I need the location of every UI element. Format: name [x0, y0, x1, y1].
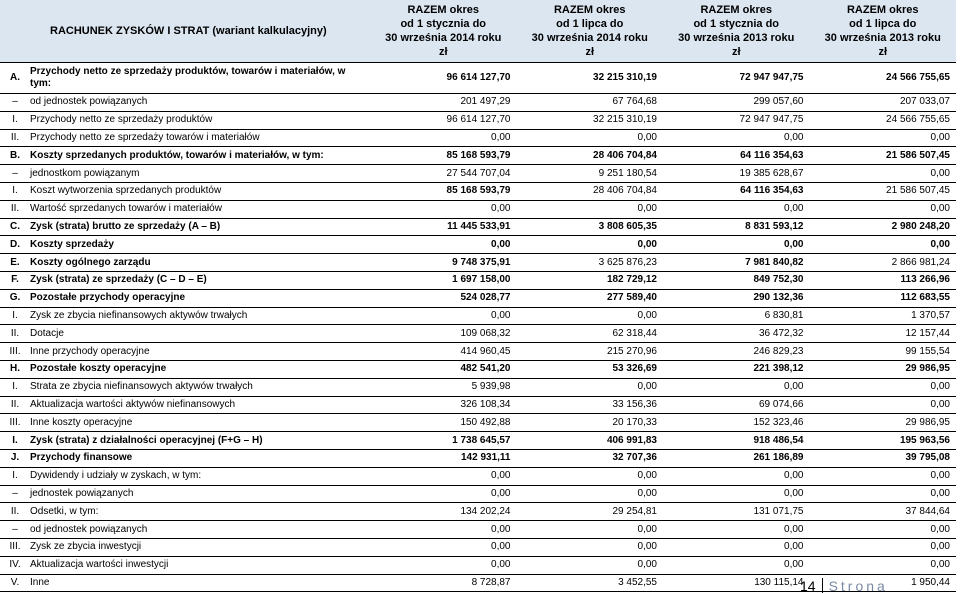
row-label	[0, 96, 147, 107]
value-cell: 0,00	[663, 538, 810, 556]
value-cell: 0,00	[663, 129, 810, 147]
row-label-cell	[0, 449, 370, 467]
row-label-text: Aktualizacja wartości inwestycji	[30, 559, 169, 571]
row-label-cell	[0, 343, 370, 361]
value-cell: 39 795,08	[810, 449, 957, 467]
value-cell: 246 829,23	[663, 343, 810, 361]
column-header: RAZEM okres od 1 stycznia do 30 września 2014 roku zł	[370, 0, 517, 63]
row-marker: F.	[11, 274, 19, 286]
row-label-text: Zysk ze zbycia niefinansowych aktywów trwałych	[30, 309, 248, 321]
row-marker: I.	[12, 470, 18, 482]
value-cell: 414 960,45	[370, 343, 517, 361]
row-label-text: Koszty sprzedanych produktów, towarów i materiałów, w tym:	[30, 149, 324, 161]
row-label-cell	[0, 574, 370, 592]
row-label	[0, 577, 49, 588]
row-label-text: Pozostałe koszty operacyjne	[30, 363, 167, 375]
value-cell: 152 323,46	[663, 414, 810, 432]
value-cell: 3 452,55	[517, 574, 664, 592]
row-label-text: Zysk (strata) ze sprzedaży (C – D – E)	[30, 274, 207, 286]
row-marker: II.	[10, 327, 20, 339]
row-label-cell	[0, 396, 370, 414]
table-row	[0, 129, 956, 147]
row-label	[0, 221, 220, 232]
row-label-text: Dywidendy i udziały w zyskach, w tym:	[30, 470, 202, 482]
row-label	[0, 452, 132, 463]
row-label	[0, 488, 133, 499]
row-label	[0, 363, 166, 374]
column-header: RAZEM okres od 1 stycznia do 30 września 2013 roku zł	[663, 0, 810, 63]
value-cell: 918 486,54	[663, 432, 810, 450]
row-label-text: Inne	[30, 576, 50, 588]
row-label-text: Dotacje	[30, 327, 64, 339]
value-cell: 69 074,66	[663, 396, 810, 414]
value-cell: 524 028,77	[370, 289, 517, 307]
row-label	[0, 435, 263, 446]
value-cell: 20 170,33	[517, 414, 664, 432]
table-row	[0, 94, 956, 112]
table-row	[0, 182, 956, 200]
value-cell: 99 155,54	[810, 343, 957, 361]
value-cell: 131 071,75	[663, 503, 810, 521]
row-label-cell	[0, 414, 370, 432]
value-cell: 0,00	[370, 538, 517, 556]
value-cell: 0,00	[663, 485, 810, 503]
value-cell: 0,00	[517, 129, 664, 147]
row-marker: I.	[12, 434, 18, 446]
value-cell: 32 215 310,19	[517, 111, 664, 129]
value-cell: 201 497,29	[370, 94, 517, 112]
table-row	[0, 521, 956, 539]
row-label	[0, 417, 132, 428]
row-marker: II.	[10, 203, 20, 215]
row-label-cell	[0, 147, 370, 165]
table-row	[0, 325, 956, 343]
row-label-text: Przychody netto ze sprzedaży towarów i materiałów	[30, 131, 260, 143]
row-label-cell	[0, 378, 370, 396]
table-row	[0, 289, 956, 307]
row-label	[0, 541, 141, 552]
row-marker: I.	[12, 114, 18, 126]
value-cell: 28 406 704,84	[517, 147, 664, 165]
value-cell: 0,00	[517, 236, 664, 254]
value-cell: 195 963,56	[810, 432, 957, 450]
row-label-text: Odsetki, w tym:	[30, 505, 99, 517]
value-cell: 0,00	[370, 485, 517, 503]
row-label-cell	[0, 538, 370, 556]
value-cell: 849 752,30	[663, 271, 810, 289]
row-marker: B.	[10, 149, 20, 161]
value-cell: 5 939,98	[370, 378, 517, 396]
row-marker: V.	[10, 576, 20, 588]
value-cell: 29 254,81	[517, 503, 664, 521]
value-cell: 32 707,36	[517, 449, 664, 467]
value-cell: 3 808 605,35	[517, 218, 664, 236]
row-label	[0, 132, 260, 143]
row-label	[0, 66, 366, 90]
table-row	[0, 503, 956, 521]
row-label-cell	[0, 289, 370, 307]
row-label-cell	[0, 200, 370, 218]
table-row	[0, 414, 956, 432]
value-cell: 9 748 375,91	[370, 254, 517, 272]
value-cell: 0,00	[517, 467, 664, 485]
value-cell: 9 251 180,54	[517, 165, 664, 183]
row-label	[0, 168, 140, 179]
value-cell: 0,00	[663, 200, 810, 218]
row-label	[0, 257, 151, 268]
table-row	[0, 218, 956, 236]
row-label	[0, 203, 222, 214]
table-row	[0, 200, 956, 218]
value-cell: 290 132,36	[663, 289, 810, 307]
value-cell: 1 738 645,57	[370, 432, 517, 450]
row-marker: –	[12, 167, 18, 179]
table-row	[0, 538, 956, 556]
value-cell: 207 033,07	[810, 94, 957, 112]
value-cell: 62 318,44	[517, 325, 664, 343]
value-cell: 67 764,68	[517, 94, 664, 112]
value-cell: 28 406 704,84	[517, 182, 664, 200]
value-cell: 0,00	[810, 200, 957, 218]
value-cell: 21 586 507,45	[810, 147, 957, 165]
row-label-text: od jednostek powiązanych	[30, 523, 148, 535]
value-cell: 0,00	[370, 200, 517, 218]
row-label	[0, 150, 324, 161]
row-label-cell	[0, 556, 370, 574]
row-marker: E.	[10, 256, 20, 268]
value-cell: 0,00	[370, 521, 517, 539]
value-cell: 29 986,95	[810, 360, 957, 378]
value-cell: 0,00	[810, 396, 957, 414]
row-label-cell	[0, 236, 370, 254]
value-cell: 29 986,95	[810, 414, 957, 432]
table-row	[0, 271, 956, 289]
value-cell: 7 981 840,82	[663, 254, 810, 272]
value-cell: 1 697 158,00	[370, 271, 517, 289]
value-cell: 72 947 947,75	[663, 111, 810, 129]
value-cell: 221 398,12	[663, 360, 810, 378]
value-cell: 64 116 354,63	[663, 182, 810, 200]
table-row	[0, 485, 956, 503]
value-cell: 53 326,69	[517, 360, 664, 378]
table-row	[0, 556, 956, 574]
row-label	[0, 185, 221, 196]
row-marker: I.	[12, 381, 18, 393]
row-label-text: Koszty sprzedaży	[30, 238, 114, 250]
row-label	[0, 470, 201, 481]
value-cell: 12 157,44	[810, 325, 957, 343]
row-label	[0, 524, 147, 535]
row-marker: D.	[10, 238, 20, 250]
row-marker: III.	[9, 416, 21, 428]
value-cell: 0,00	[810, 485, 957, 503]
table-row	[0, 396, 956, 414]
value-cell: 0,00	[810, 378, 957, 396]
table-row	[0, 467, 956, 485]
table-row	[0, 147, 956, 165]
value-cell: 0,00	[663, 556, 810, 574]
value-cell: 0,00	[517, 200, 664, 218]
row-label-text: Przychody finansowe	[30, 452, 133, 464]
value-cell: 182 729,12	[517, 271, 664, 289]
value-cell: 0,00	[370, 129, 517, 147]
row-label-text: Inne przychody operacyjne	[30, 345, 150, 357]
page-number: 14	[800, 578, 816, 594]
row-label-cell	[0, 503, 370, 521]
row-marker: A.	[10, 72, 20, 83]
row-marker: J.	[10, 452, 20, 464]
row-label-text: Przychody netto ze sprzedaży produktów, towarów i materiałów, w tym:	[30, 66, 346, 89]
row-label	[0, 559, 168, 570]
row-label-cell	[0, 254, 370, 272]
table-row	[0, 307, 956, 325]
row-marker: III.	[9, 541, 21, 553]
row-marker: I.	[12, 185, 18, 197]
value-cell: 0,00	[810, 521, 957, 539]
page-word: Strona	[828, 578, 888, 594]
value-cell: 0,00	[810, 538, 957, 556]
value-cell: 0,00	[663, 236, 810, 254]
value-cell: 130 115,14	[663, 574, 810, 592]
value-cell: 0,00	[810, 236, 957, 254]
value-cell: 85 168 593,79	[370, 147, 517, 165]
row-label	[0, 292, 185, 303]
table-row	[0, 111, 956, 129]
table-row	[0, 63, 956, 94]
row-label	[0, 506, 98, 517]
row-label-text: Zysk ze zbycia inwestycji	[30, 541, 142, 553]
row-marker: –	[12, 96, 18, 108]
row-label	[0, 399, 235, 410]
row-label-cell	[0, 467, 370, 485]
row-label-cell	[0, 271, 370, 289]
value-cell: 113 266,96	[810, 271, 957, 289]
value-cell: 0,00	[810, 556, 957, 574]
row-label	[0, 328, 64, 339]
value-cell: 36 472,32	[663, 325, 810, 343]
row-label-text: Zysk (strata) brutto ze sprzedaży (A – B)	[30, 220, 221, 232]
value-cell: 0,00	[663, 378, 810, 396]
row-marker: IV.	[9, 559, 21, 571]
row-label-cell	[0, 111, 370, 129]
row-label-text: Aktualizacja wartości aktywów niefinansowych	[30, 398, 236, 410]
row-marker: –	[12, 523, 18, 535]
value-cell: 0,00	[810, 467, 957, 485]
column-header: RAZEM okres od 1 lipca do 30 września 2014 roku zł	[517, 0, 664, 63]
table-row	[0, 165, 956, 183]
value-cell: 406 991,83	[517, 432, 664, 450]
value-cell: 96 614 127,70	[370, 111, 517, 129]
row-label	[0, 274, 207, 285]
row-label-cell	[0, 129, 370, 147]
row-label	[0, 239, 114, 250]
table-row	[0, 432, 956, 450]
page-footer	[800, 578, 888, 594]
row-label-text: Zysk (strata) z działalności operacyjnej (F+G – H)	[30, 434, 263, 446]
value-cell: 32 215 310,19	[517, 63, 664, 94]
row-label-text: Przychody netto ze sprzedaży produktów	[30, 114, 213, 126]
row-label-text: Inne koszty operacyjne	[30, 416, 133, 428]
value-cell: 11 445 533,91	[370, 218, 517, 236]
row-label-text: od jednostek powiązanych	[30, 96, 148, 108]
column-header: RAZEM okres od 1 lipca do 30 września 2013 roku zł	[810, 0, 957, 63]
value-cell: 1 370,57	[810, 307, 957, 325]
value-cell: 85 168 593,79	[370, 182, 517, 200]
value-cell: 19 385 628,67	[663, 165, 810, 183]
row-label-text: jednostek powiązanych	[30, 487, 134, 499]
row-label-cell	[0, 165, 370, 183]
value-cell: 142 931,11	[370, 449, 517, 467]
value-cell: 134 202,24	[370, 503, 517, 521]
value-cell: 8 831 593,12	[663, 218, 810, 236]
row-label	[0, 346, 150, 357]
value-cell: 299 057,60	[663, 94, 810, 112]
value-cell: 2 980 248,20	[810, 218, 957, 236]
value-cell: 0,00	[663, 521, 810, 539]
value-cell: 27 544 707,04	[370, 165, 517, 183]
row-marker: C.	[10, 220, 20, 232]
value-cell: 215 270,96	[517, 343, 664, 361]
value-cell: 3 625 876,23	[517, 254, 664, 272]
table-row	[0, 360, 956, 378]
row-label	[0, 114, 212, 125]
row-label-cell	[0, 360, 370, 378]
table-row	[0, 236, 956, 254]
table-row	[0, 449, 956, 467]
row-label-text: Wartość sprzedanych towarów i materiałów	[30, 203, 222, 215]
row-label-cell	[0, 182, 370, 200]
table-row	[0, 343, 956, 361]
row-label-cell	[0, 485, 370, 503]
value-cell: 24 566 755,65	[810, 63, 957, 94]
table-row	[0, 378, 956, 396]
value-cell: 277 589,40	[517, 289, 664, 307]
row-marker: G.	[9, 292, 21, 304]
value-cell: 37 844,64	[810, 503, 957, 521]
value-cell: 109 068,32	[370, 325, 517, 343]
row-label-cell	[0, 307, 370, 325]
row-marker: –	[12, 487, 18, 499]
table-body	[0, 63, 956, 592]
value-cell: 0,00	[663, 467, 810, 485]
value-cell: 0,00	[370, 236, 517, 254]
value-cell: 0,00	[517, 307, 664, 325]
row-label-text: Pozostałe przychody operacyjne	[30, 292, 186, 304]
value-cell: 0,00	[370, 556, 517, 574]
value-cell: 0,00	[810, 165, 957, 183]
value-cell: 0,00	[517, 538, 664, 556]
value-cell: 150 492,88	[370, 414, 517, 432]
header-row	[0, 0, 956, 63]
value-cell: 8 728,87	[370, 574, 517, 592]
row-marker: II.	[10, 505, 20, 517]
value-cell: 0,00	[370, 467, 517, 485]
row-label-cell	[0, 94, 370, 112]
value-cell: 0,00	[517, 378, 664, 396]
value-cell: 0,00	[517, 556, 664, 574]
row-label-cell	[0, 432, 370, 450]
row-marker: H.	[10, 363, 20, 375]
row-label-cell	[0, 218, 370, 236]
value-cell: 72 947 947,75	[663, 63, 810, 94]
row-marker: II.	[10, 398, 20, 410]
row-label-text: Koszt wytworzenia sprzedanych produktów	[30, 185, 222, 197]
row-label	[0, 310, 247, 321]
value-cell: 96 614 127,70	[370, 63, 517, 94]
value-cell: 1 950,44	[810, 574, 957, 592]
value-cell: 0,00	[810, 129, 957, 147]
row-marker: III.	[9, 345, 21, 357]
row-label-text: jednostkom powiązanym	[30, 167, 140, 179]
value-cell: 33 156,36	[517, 396, 664, 414]
row-marker: I.	[12, 309, 18, 321]
value-cell: 112 683,55	[810, 289, 957, 307]
value-cell: 0,00	[517, 485, 664, 503]
table-row	[0, 254, 956, 272]
value-cell: 21 586 507,45	[810, 182, 957, 200]
value-cell: 24 566 755,65	[810, 111, 957, 129]
row-marker: II.	[10, 131, 20, 143]
value-cell: 326 108,34	[370, 396, 517, 414]
footer-divider	[822, 578, 823, 593]
value-cell: 64 116 354,63	[663, 147, 810, 165]
value-cell: 482 541,20	[370, 360, 517, 378]
row-label-cell	[0, 521, 370, 539]
value-cell: 261 186,89	[663, 449, 810, 467]
value-cell: 6 830,81	[663, 307, 810, 325]
row-label	[0, 381, 253, 392]
row-label-cell	[0, 325, 370, 343]
value-cell: 2 866 981,24	[810, 254, 957, 272]
value-cell: 0,00	[370, 307, 517, 325]
row-label-cell	[0, 63, 370, 94]
table-title: RACHUNEK ZYSKÓW I STRAT (wariant kalkulacyjny)	[0, 0, 370, 63]
row-label-text: Strata ze zbycia niefinansowych aktywów trwałych	[30, 381, 253, 393]
value-cell: 0,00	[517, 521, 664, 539]
row-label-text: Koszty ogólnego zarządu	[30, 256, 151, 268]
